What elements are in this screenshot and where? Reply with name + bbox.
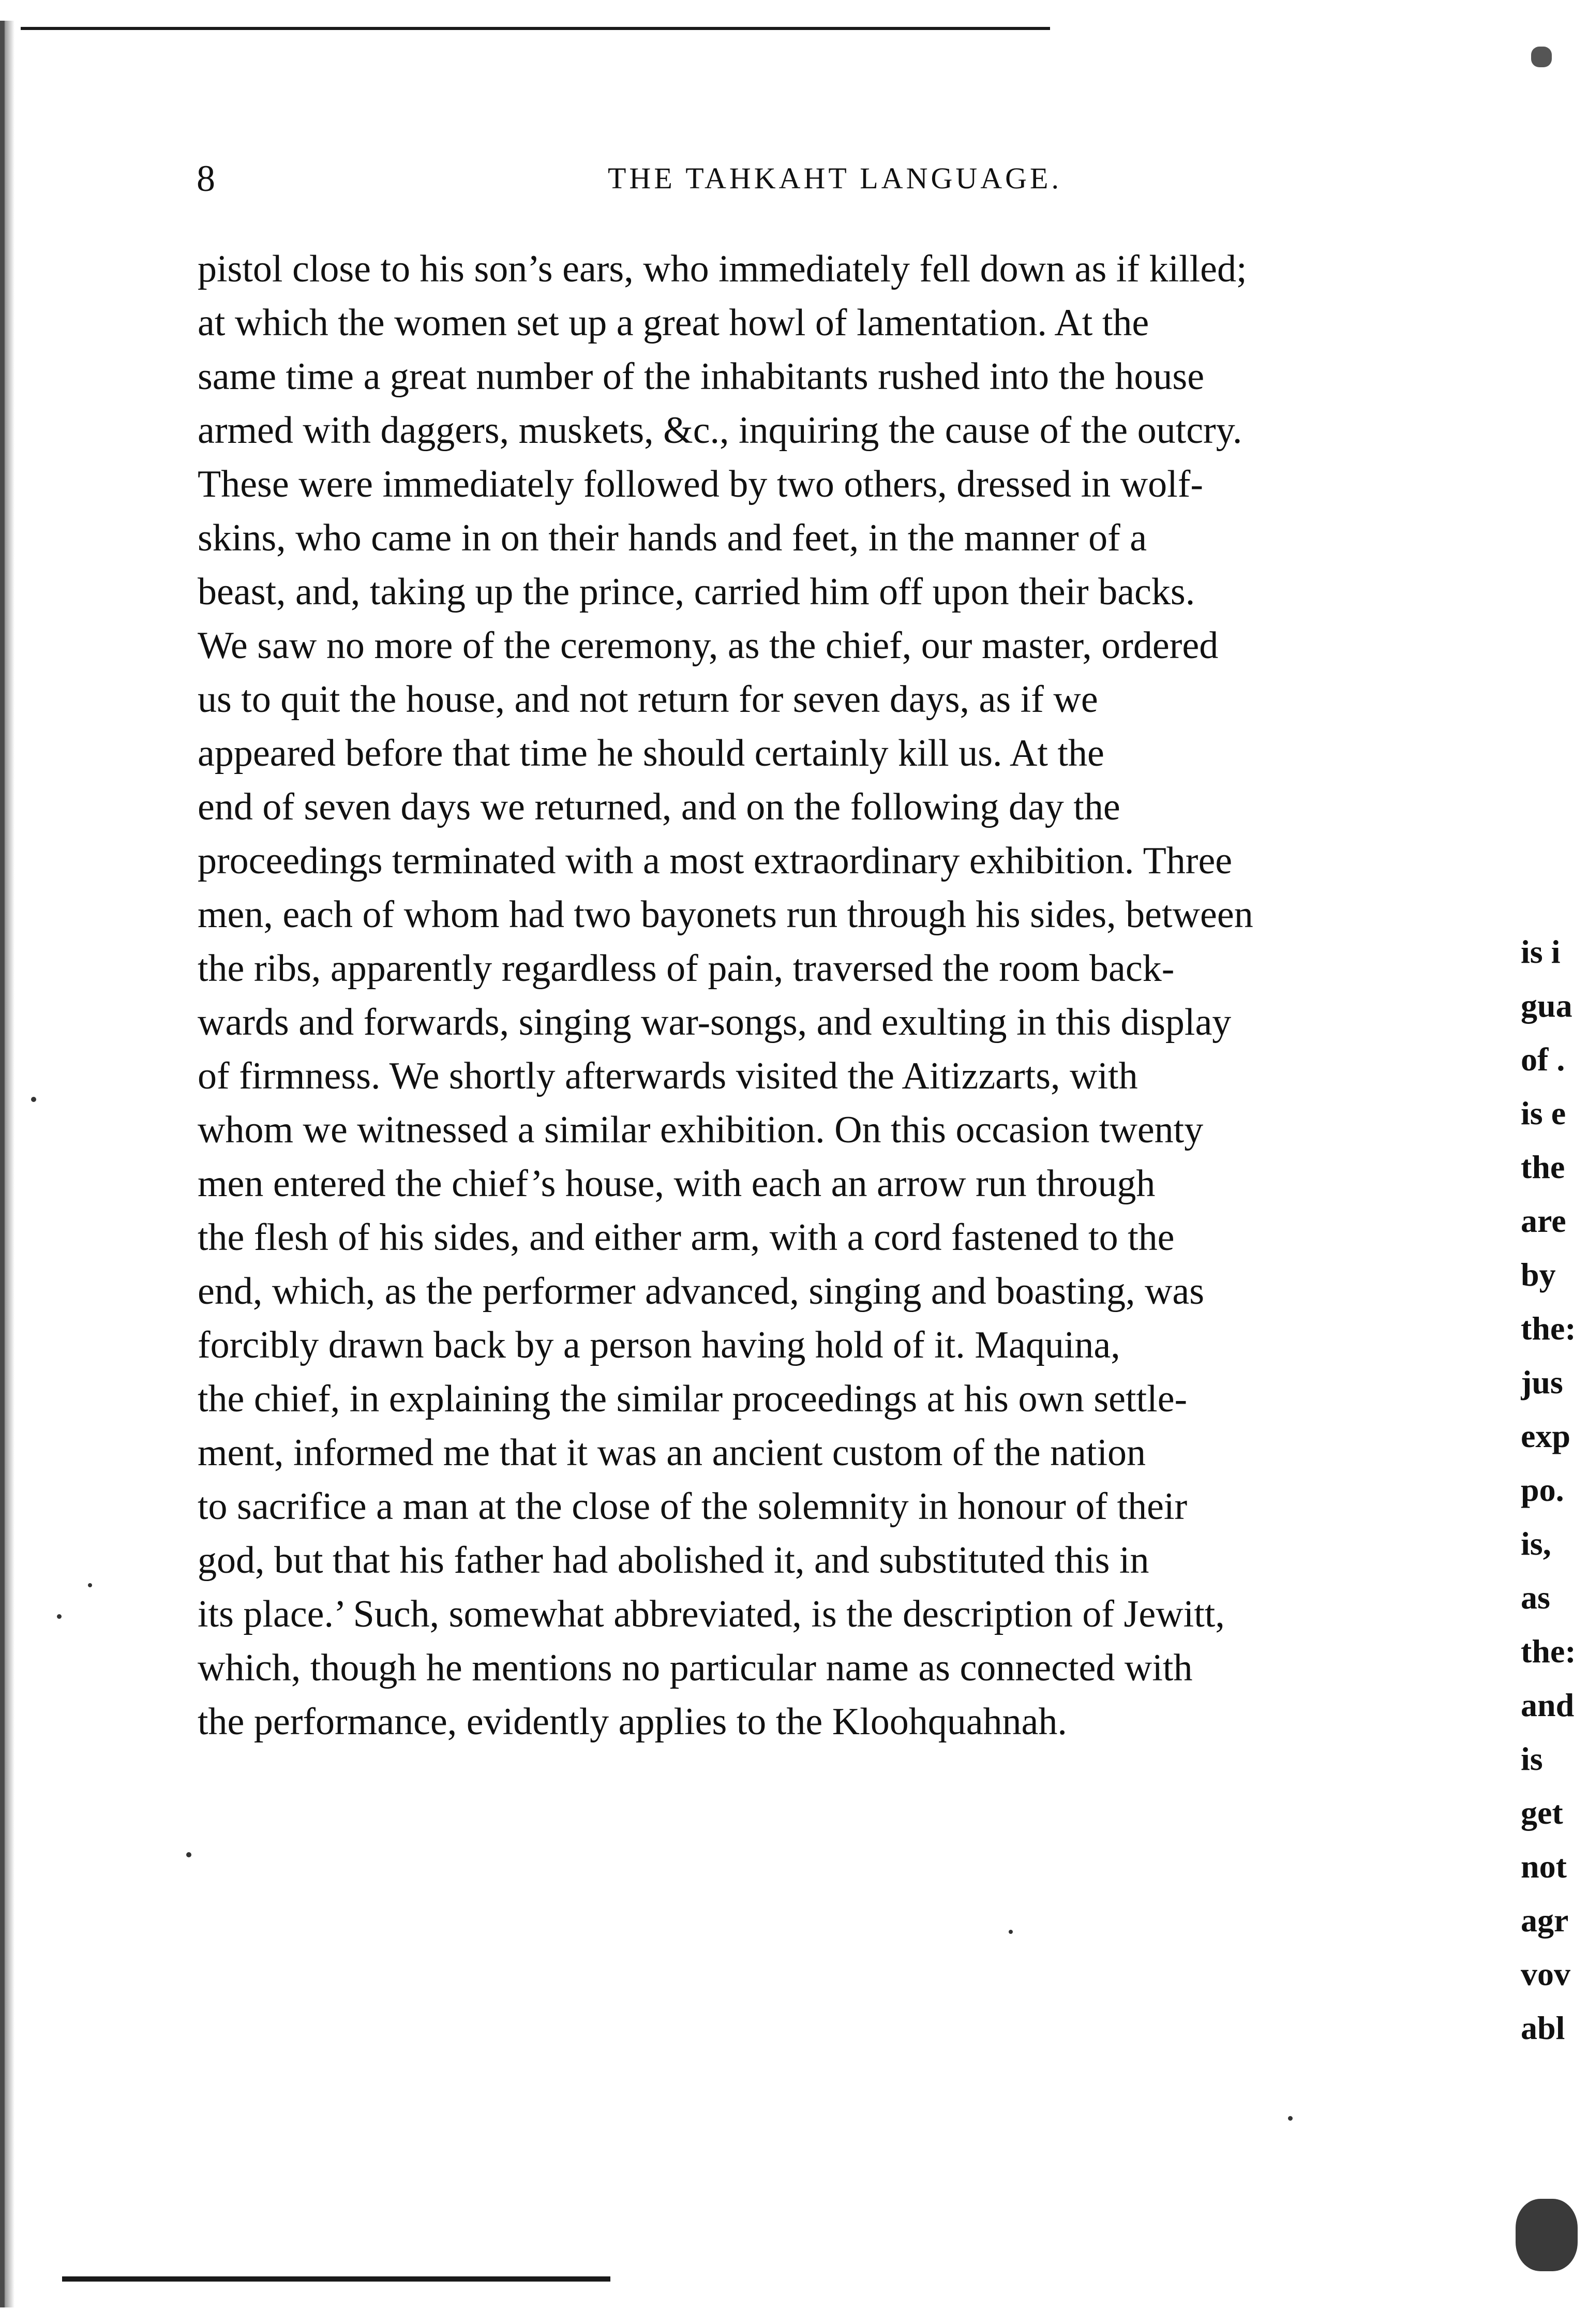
margin-fragment: agr — [1521, 1902, 1569, 1939]
margin-fragment: jus — [1521, 1364, 1563, 1401]
margin-fragment: vov — [1521, 1956, 1570, 1992]
margin-fragment: abl — [1521, 2009, 1565, 2046]
text-line: wards and forwards, singing war-songs, and exulting in this display — [198, 1001, 1232, 1044]
text-line: at which the women set up a great howl of lamentation. At the — [198, 302, 1149, 344]
page-number: 8 — [197, 158, 215, 199]
scan-smudge — [1531, 47, 1552, 67]
margin-fragment: is, — [1521, 1525, 1551, 1562]
text-line: men, each of whom had two bayonets run through his sides, between — [198, 893, 1253, 936]
margin-fragment: is i — [1521, 933, 1561, 970]
body-text — [198, 243, 1504, 1795]
margin-fragment: are — [1521, 1202, 1566, 1239]
margin-fragment: of . — [1521, 1041, 1565, 1078]
text-line: which, though he mentions no particular name as connected with — [198, 1647, 1193, 1689]
text-line: god, but that his father had abolished it, and substituted this in — [198, 1539, 1149, 1582]
text-line: men entered the chief’s house, with each an arrow run through — [198, 1163, 1156, 1205]
scan-speck — [88, 1583, 92, 1587]
margin-fragment: is — [1521, 1740, 1543, 1777]
margin-fragment: get — [1521, 1794, 1563, 1831]
margin-fragment: exp — [1521, 1418, 1570, 1454]
scan-smudge — [1516, 2199, 1578, 2271]
scan-speck — [1009, 1930, 1013, 1934]
text-line: its place.’ Such, somewhat abbreviated, is the description of Jewitt, — [198, 1593, 1225, 1635]
text-line: to sacrifice a man at the close of the solemnity in honour of their — [198, 1485, 1188, 1528]
running-title: THE TAHKAHT LANGUAGE. — [608, 161, 1062, 195]
scan-speck — [31, 1097, 36, 1102]
text-line: the ribs, apparently regardless of pain, traversed the room back- — [198, 947, 1175, 990]
text-line: same time a great number of the inhabitants rushed into the house — [198, 355, 1205, 398]
margin-fragment: as — [1521, 1579, 1550, 1616]
margin-fragment: po. — [1521, 1471, 1564, 1508]
margin-fragment: by — [1521, 1256, 1556, 1293]
margin-fragment: the — [1521, 1149, 1565, 1185]
bottom-rule — [62, 2276, 610, 2282]
margin-fragment: the: — [1521, 1310, 1576, 1347]
text-line: beast, and, taking up the prince, carried him off upon their backs. — [198, 571, 1195, 613]
text-line: proceedings terminated with a most extraordinary exhibition. Three — [198, 840, 1233, 882]
scan-speck — [186, 1852, 191, 1857]
text-line: whom we witnessed a similar exhibition. On this occasion twenty — [198, 1109, 1204, 1151]
margin-fragment: and — [1521, 1687, 1575, 1723]
text-line: We saw no more of the ceremony, as the chief, our master, ordered — [198, 624, 1219, 667]
text-line: pistol close to his son’s ears, who immediately fell down as if killed; — [198, 248, 1247, 290]
binding-edge — [0, 21, 14, 2307]
adjacent-page-fragments — [1521, 926, 1588, 2116]
text-line: armed with daggers, muskets, &c., inquiring the cause of the outcry. — [198, 409, 1242, 452]
text-line: ment, informed me that it was an ancient custom of the nation — [198, 1432, 1146, 1474]
text-line: appeared before that time he should certainly kill us. At the — [198, 732, 1104, 774]
margin-fragment: gua — [1521, 987, 1572, 1024]
margin-fragment: is e — [1521, 1095, 1566, 1131]
text-line: of firmness. We shortly afterwards visited the Aitizzarts, with — [198, 1055, 1138, 1097]
text-line: end of seven days we returned, and on the following day the — [198, 786, 1120, 828]
text-line: end, which, as the performer advanced, singing and boasting, was — [198, 1270, 1205, 1313]
text-line: us to quit the house, and not return for seven days, as if we — [198, 678, 1098, 721]
margin-fragment: not — [1521, 1848, 1567, 1885]
text-line: forcibly drawn back by a person having hold of it. Maquina, — [198, 1324, 1120, 1366]
margin-fragment: the: — [1521, 1633, 1576, 1670]
scan-speck — [1288, 2116, 1293, 2121]
page-header — [197, 155, 1516, 207]
scan-speck — [57, 1614, 62, 1619]
top-rule — [21, 27, 1050, 30]
text-line: skins, who came in on their hands and feet, in the manner of a — [198, 517, 1147, 559]
text-line: These were immediately followed by two others, dressed in wolf- — [198, 463, 1204, 505]
text-line: the performance, evidently applies to the Kloohquahnah. — [198, 1701, 1067, 1743]
text-line: the chief, in explaining the similar proceedings at his own settle- — [198, 1378, 1188, 1420]
text-line: the flesh of his sides, and either arm, with a cord fastened to the — [198, 1216, 1175, 1259]
